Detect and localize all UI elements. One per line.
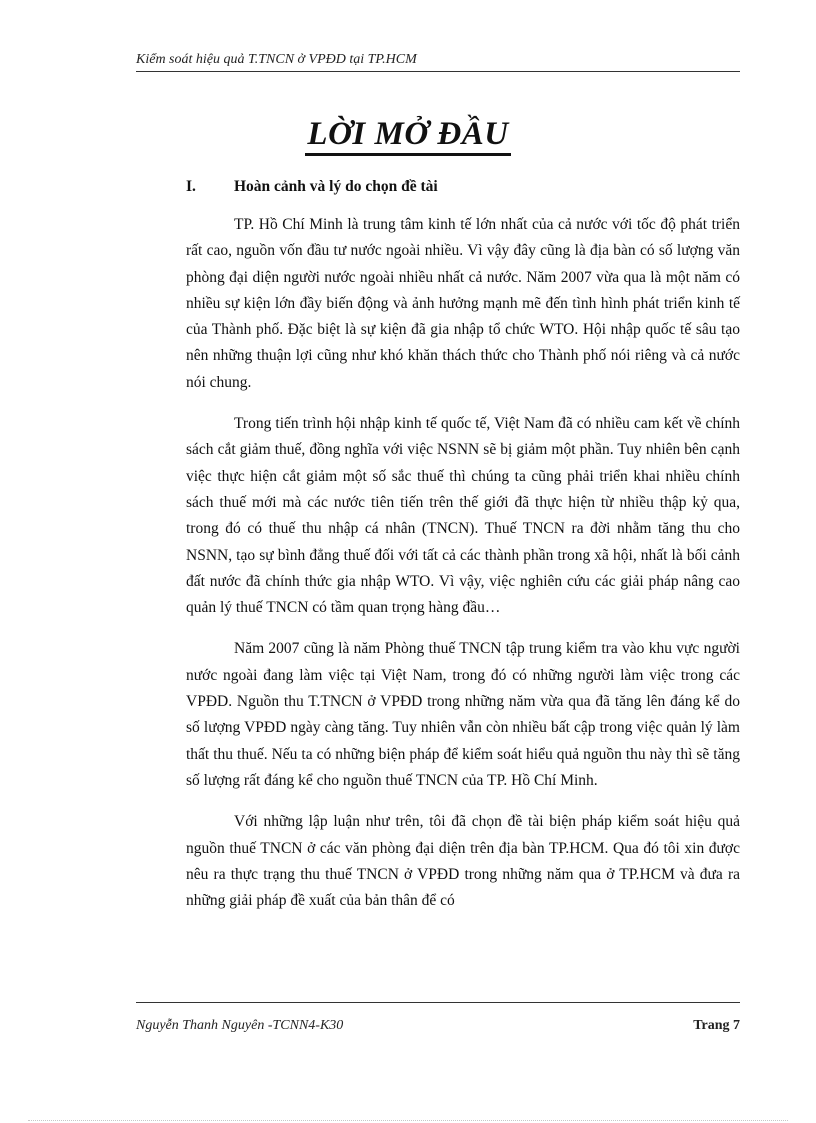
running-header: Kiểm soát hiệu quả T.TNCN ở VPĐD tại TP.HCM [136,52,417,67]
section-heading [186,178,746,196]
paragraph: Trong tiến trình hội nhập kinh tế quốc tế, Việt Nam đã có nhiều cam kết về chính sách cắt giảm thuế, đồng nghĩa với việc NSNN sẽ bị giảm một phần. Tuy nhiên bên cạnh việc thực hiện cắt giảm một số sắc thuế thì chúng ta cũng phải triển khai nhiều chính sách thuế mới mà các nước tiên tiến trên thế giới đã thực hiện từ nhiều thập kỷ qua, trong đó có thuế thu nhập cá nhân (TNCN). Thuế TNCN ra đời nhằm tăng thu cho NSNN, tạo sự bình đẳng thuế đối với tất cả các thành phần trong xã hội, nhất là bối cảnh đất nước đã chính thức gia nhập WTO. Vì vậy, việc nghiên cứu các giải pháp nâng cao quản lý thuế TNCN có tầm quan trọng hàng đầu… [186,415,740,617]
page-number: Trang 7 [693,1018,740,1033]
paragraph: TP. Hồ Chí Minh là trung tâm kinh tế lớn nhất của cả nước với tốc độ phát triển rất cao, nguồn vốn đầu tư nước ngoài nhiều. Vì vậy đây cũng là địa bàn có số lượng văn phòng đại diện người nước ngoài nhiều nhất cả nước. Năm 2007 vừa qua là một năm có nhiều sự kiện lớn đầy biến động và ảnh hưởng mạnh mẽ đến tình hình phát triển kinh tế của Thành phố. Đặc biệt là sự kiện đã gia nhập tổ chức WTO. Hội nhập quốc tế sâu tạo nên những thuận lợi cũng như khó khăn thách thức cho Thành phố nói riêng và cả nước nói chung. [186,216,740,391]
section-number: I. [186,178,196,195]
footer-divider [136,1002,740,1003]
paragraph: Năm 2007 cũng là năm Phòng thuế TNCN tập trung kiểm tra vào khu vực người nước ngoài đang làm việc tại Việt Nam, trong đó có những người làm việc trong các VPĐD. Nguồn thu T.TNCN ở VPĐD trong những năm vừa qua đã tăng lên đáng kể do số lượng VPĐD ngày càng tăng. Tuy nhiên vẫn còn nhiều bất cập trong việc quản lý làm thất thu thuế. Nếu ta có những biện pháp để kiểm soát hiểu quả nguồn thu này thì sẽ tăng số lượng rất đáng kể cho nguồn thuế TNCN của TP. Hồ Chí Minh. [186,640,740,789]
section-title: Hoàn cảnh và lý do chọn đề tài [234,178,438,195]
page-title: LỜI MỞ ĐẦU [305,116,510,156]
body-text [186,212,740,929]
header-divider [136,71,740,72]
footer-author: Nguyễn Thanh Nguyên -TCNN4-K30 [136,1018,344,1033]
paragraph: Với những lập luận như trên, tôi đã chọn đề tài biện pháp kiểm soát hiệu quả nguồn thuế TNCN ở các văn phòng đại diện trên địa bàn TP.HCM. Qua đó tôi xin được nêu ra thực trạng thu thuế TNCN ở VPĐD trong những năm qua ở TP.HCM và đưa ra những giải pháp đề xuất của bản thân để có [186,813,740,910]
title-container [0,116,816,156]
page-edge [28,1120,788,1121]
